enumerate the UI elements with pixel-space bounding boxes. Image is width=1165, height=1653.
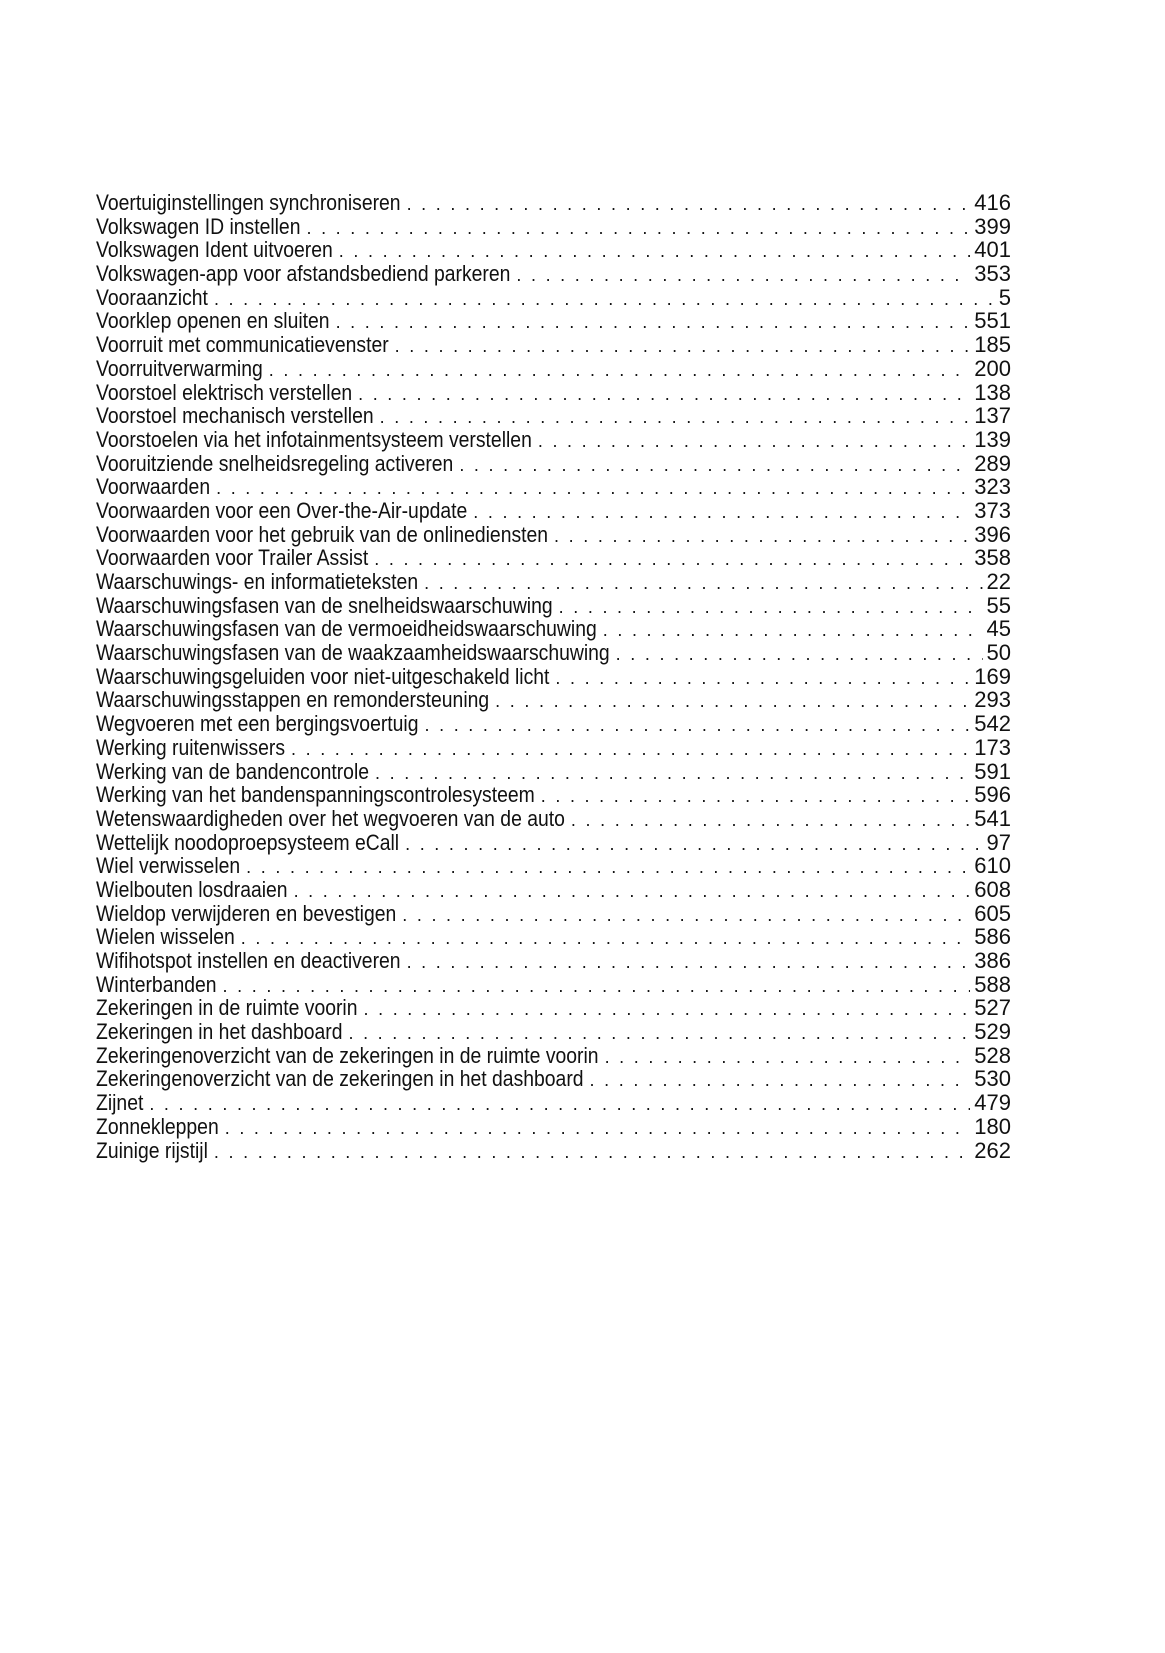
- index-term: Voorklep openen en sluiten: [96, 308, 330, 334]
- index-entry: [96, 1091, 1011, 1115]
- index-term: Wettelijk noodoproepsysteem eCall: [96, 829, 400, 855]
- page-number: 323: [974, 474, 1011, 500]
- index-term-wrap: [96, 1091, 143, 1115]
- index-entry: [96, 831, 1011, 855]
- index-term: Waarschuwingsfasen van de waakzaamheidswaarschuwing: [96, 640, 610, 666]
- index-term: Waarschuwingsstappen en remondersteuning: [96, 687, 490, 713]
- index-entry: [96, 381, 1011, 405]
- page-number: 530: [974, 1066, 1011, 1092]
- index-term: Voorstoel mechanisch verstellen: [96, 403, 374, 429]
- index-term-wrap: [96, 712, 419, 736]
- index-term: Werking van het bandenspanningscontrolesysteem: [96, 782, 535, 808]
- index-entry: [96, 712, 1011, 736]
- index-term-wrap: [96, 546, 368, 570]
- index-term: Zekeringen in de ruimte voorin: [96, 995, 358, 1021]
- index-term: Waarschuwings- en informatieteksten: [96, 569, 419, 594]
- index-term: Zijnet: [96, 1090, 144, 1116]
- index-entry: [96, 499, 1011, 523]
- index-term: Zekeringenoverzicht van de zekeringen in het dashboard: [96, 1066, 584, 1092]
- page-number: 293: [974, 687, 1011, 713]
- dot-leader: [336, 311, 971, 335]
- dot-leader: [306, 217, 970, 241]
- index-term: Voorruit met communicatievenster: [96, 332, 389, 358]
- index-term-wrap: [96, 357, 263, 381]
- dot-leader: [363, 998, 970, 1022]
- index-term: Wielbouten losdraaien: [96, 876, 288, 902]
- dot-leader: [405, 833, 982, 857]
- index-term-wrap: [96, 736, 285, 760]
- index-term-wrap: [96, 1020, 342, 1044]
- index-entry: [96, 309, 1011, 333]
- index-term: Vooruitziende snelheidsregeling activeren: [96, 450, 454, 476]
- index-term: Voorwaarden voor een Over-the-Air-update: [96, 497, 468, 523]
- page-number: 138: [974, 379, 1011, 405]
- index-term: Wieldop verwijderen en bevestigen: [96, 900, 397, 926]
- dot-leader: [149, 1093, 970, 1117]
- index-term-wrap: [96, 286, 208, 310]
- index-entry: [96, 594, 1011, 618]
- index-term-wrap: [96, 1115, 219, 1139]
- index-entry: [96, 357, 1011, 381]
- dot-leader: [495, 690, 970, 714]
- index-term: Waarschuwingsfasen van de vermoeidheidswaarschuwing: [96, 616, 597, 642]
- dot-leader: [358, 383, 970, 407]
- page-number: 173: [974, 734, 1011, 760]
- page-number: 396: [974, 521, 1011, 547]
- index-term: Werking van de bandencontrole: [96, 758, 370, 784]
- page-number: 50: [986, 640, 1011, 666]
- index-term: Wifihotspot instellen en deactiveren: [96, 948, 401, 973]
- index-term-wrap: [96, 688, 489, 712]
- dot-leader: [214, 288, 995, 312]
- index-entry: [96, 333, 1011, 357]
- index-term: Voorwaarden voor Trailer Assist: [96, 545, 369, 571]
- index-term-wrap: [96, 381, 352, 405]
- page-number: 591: [974, 758, 1011, 784]
- index-term: Wegvoeren met een bergingsvoertuig: [96, 711, 419, 737]
- page-number: 588: [974, 971, 1011, 997]
- page-number: 353: [974, 261, 1011, 287]
- page-number: 529: [974, 1019, 1011, 1045]
- dot-leader: [605, 1046, 971, 1070]
- index-term-wrap: [96, 594, 553, 618]
- page-number: 596: [974, 782, 1011, 808]
- index-term-wrap: [96, 665, 549, 689]
- dot-leader: [402, 904, 970, 928]
- dot-leader: [407, 951, 971, 975]
- page-number: 5: [998, 284, 1011, 310]
- index-term-wrap: [96, 831, 399, 855]
- index-term: Volkswagen-app voor afstandsbediend parkeren: [96, 261, 511, 287]
- index-entry: [96, 238, 1011, 262]
- index-entry: [96, 902, 1011, 926]
- dot-leader: [269, 359, 971, 383]
- index-entry: [96, 523, 1011, 547]
- index-term-wrap: [96, 925, 235, 949]
- index-term: Vooraanzicht: [96, 284, 208, 310]
- index-entry: [96, 925, 1011, 949]
- index-term: Volkswagen ID instellen: [96, 213, 301, 239]
- index-entry: [96, 617, 1011, 641]
- index-term-wrap: [96, 902, 396, 926]
- dot-leader: [555, 667, 970, 691]
- page-number: 479: [974, 1090, 1011, 1116]
- index-term-wrap: [96, 404, 374, 428]
- index-term-wrap: [96, 333, 389, 357]
- index-term: Winterbanden: [96, 971, 217, 997]
- index-entry: [96, 665, 1011, 689]
- page-number: 358: [974, 545, 1011, 571]
- page-number: 97: [986, 829, 1011, 855]
- page-number: 605: [974, 900, 1011, 926]
- page-number: 55: [986, 592, 1011, 618]
- page-number: 185: [974, 332, 1011, 358]
- index-term-wrap: [96, 807, 565, 831]
- index-term-wrap: [96, 760, 369, 784]
- index-entry: [96, 262, 1011, 286]
- index-entry: [96, 807, 1011, 831]
- dot-leader: [459, 454, 970, 478]
- index-term-wrap: [96, 617, 597, 641]
- dot-leader: [395, 335, 971, 359]
- index-entry: [96, 286, 1011, 310]
- index-entry: [96, 215, 1011, 239]
- page-number: 200: [974, 355, 1011, 381]
- dot-leader: [425, 714, 971, 738]
- index-term-wrap: [96, 475, 210, 499]
- page-number: 45: [986, 616, 1011, 642]
- index-entry: [96, 404, 1011, 428]
- index-entry: [96, 570, 1011, 594]
- dot-leader: [214, 1141, 970, 1165]
- index-term: Voorstoelen via het infotainmentsysteem verstellen: [96, 426, 532, 452]
- index-term-wrap: [96, 570, 418, 594]
- index-term: Werking ruitenwissers: [96, 734, 286, 760]
- page-number: 399: [974, 213, 1011, 239]
- page-number: 169: [974, 663, 1011, 689]
- index-term-wrap: [96, 215, 300, 239]
- dot-leader: [374, 548, 970, 572]
- index-term: Volkswagen Ident uitvoeren: [96, 237, 333, 263]
- index-term-wrap: [96, 499, 467, 523]
- index-term: Waarschuwingsfasen van de snelheidswaarschuwing: [96, 592, 553, 618]
- index-entry: [96, 546, 1011, 570]
- dot-leader: [246, 856, 970, 880]
- dot-leader: [291, 738, 970, 762]
- index-entry: [96, 475, 1011, 499]
- dot-leader: [590, 1069, 971, 1093]
- alphabetical-index: [96, 191, 1011, 1162]
- dot-leader: [407, 193, 971, 217]
- page-number: 416: [974, 190, 1011, 215]
- index-term-wrap: [96, 878, 288, 902]
- index-term: Zonnekleppen: [96, 1113, 219, 1139]
- index-term-wrap: [96, 1067, 584, 1091]
- index-entry: [96, 736, 1011, 760]
- index-term-wrap: [96, 949, 401, 973]
- index-entry: [96, 1139, 1011, 1163]
- index-entry: [96, 783, 1011, 807]
- dot-leader: [603, 619, 983, 643]
- index-entry: [96, 641, 1011, 665]
- index-term-wrap: [96, 1139, 208, 1163]
- index-entry: [96, 1067, 1011, 1091]
- index-term: Voorstoel elektrisch verstellen: [96, 379, 353, 405]
- index-term: Zekeringen in het dashboard: [96, 1019, 343, 1045]
- index-term: Wetenswaardigheden over het wegvoeren van de auto: [96, 805, 565, 831]
- page-number: 608: [974, 876, 1011, 902]
- index-entry: [96, 973, 1011, 997]
- index-term-wrap: [96, 238, 333, 262]
- index-entry: [96, 1020, 1011, 1044]
- index-term: Wiel verwisselen: [96, 853, 241, 879]
- index-entry: [96, 452, 1011, 476]
- index-entry: [96, 949, 1011, 973]
- page-number: 551: [974, 308, 1011, 334]
- index-term-wrap: [96, 523, 548, 547]
- index-entry: [96, 1115, 1011, 1139]
- index-term: Voorwaarden voor het gebruik van de onlinediensten: [96, 521, 549, 547]
- index-term-wrap: [96, 854, 240, 878]
- page-number: 401: [974, 237, 1011, 263]
- page-number: 262: [974, 1137, 1011, 1163]
- index-term-wrap: [96, 428, 532, 452]
- page-number: 137: [974, 403, 1011, 429]
- index-entry: [96, 1044, 1011, 1068]
- dot-leader: [571, 809, 970, 833]
- index-term: Voorwaarden: [96, 474, 211, 500]
- index-entry: [96, 760, 1011, 784]
- dot-leader: [516, 264, 970, 288]
- index-term: Wielen wisselen: [96, 924, 235, 950]
- index-term: Zuinige rijstijl: [96, 1137, 208, 1163]
- index-term-wrap: [96, 452, 453, 476]
- index-entry: [96, 688, 1011, 712]
- page-number: 373: [974, 497, 1011, 523]
- index-term: Waarschuwingsgeluiden voor niet-uitgeschakeld licht: [96, 663, 550, 689]
- page-number: 541: [974, 805, 1011, 831]
- page-number: 610: [974, 853, 1011, 879]
- page-number: 180: [974, 1113, 1011, 1139]
- index-term-wrap: [96, 191, 401, 215]
- index-term: Zekeringenoverzicht van de zekeringen in de ruimte voorin: [96, 1042, 599, 1068]
- index-entry: [96, 878, 1011, 902]
- page-number: 139: [974, 426, 1011, 452]
- index-entry: [96, 191, 1011, 215]
- dot-leader: [554, 525, 970, 549]
- dot-leader: [559, 596, 983, 620]
- page-number: 386: [974, 948, 1011, 973]
- dot-leader: [225, 1117, 971, 1141]
- page-number: 542: [974, 711, 1011, 737]
- dot-leader: [541, 785, 971, 809]
- index-term-wrap: [96, 1044, 599, 1068]
- dot-leader: [616, 643, 983, 667]
- dot-leader: [538, 430, 970, 454]
- index-term: Voertuiginstellingen synchroniseren: [96, 190, 401, 215]
- index-term-wrap: [96, 641, 610, 665]
- page-number: 528: [974, 1042, 1011, 1068]
- page-number: 527: [974, 995, 1011, 1021]
- index-term: Voorruitverwarming: [96, 355, 263, 381]
- page-number: 289: [974, 450, 1011, 476]
- page-number: 22: [986, 569, 1011, 594]
- index-entry: [96, 996, 1011, 1020]
- index-entry: [96, 854, 1011, 878]
- page-number: 586: [974, 924, 1011, 950]
- index-term-wrap: [96, 783, 535, 807]
- index-term-wrap: [96, 996, 357, 1020]
- index-term-wrap: [96, 262, 510, 286]
- index-entry: [96, 428, 1011, 452]
- index-term-wrap: [96, 973, 217, 997]
- index-term-wrap: [96, 309, 330, 333]
